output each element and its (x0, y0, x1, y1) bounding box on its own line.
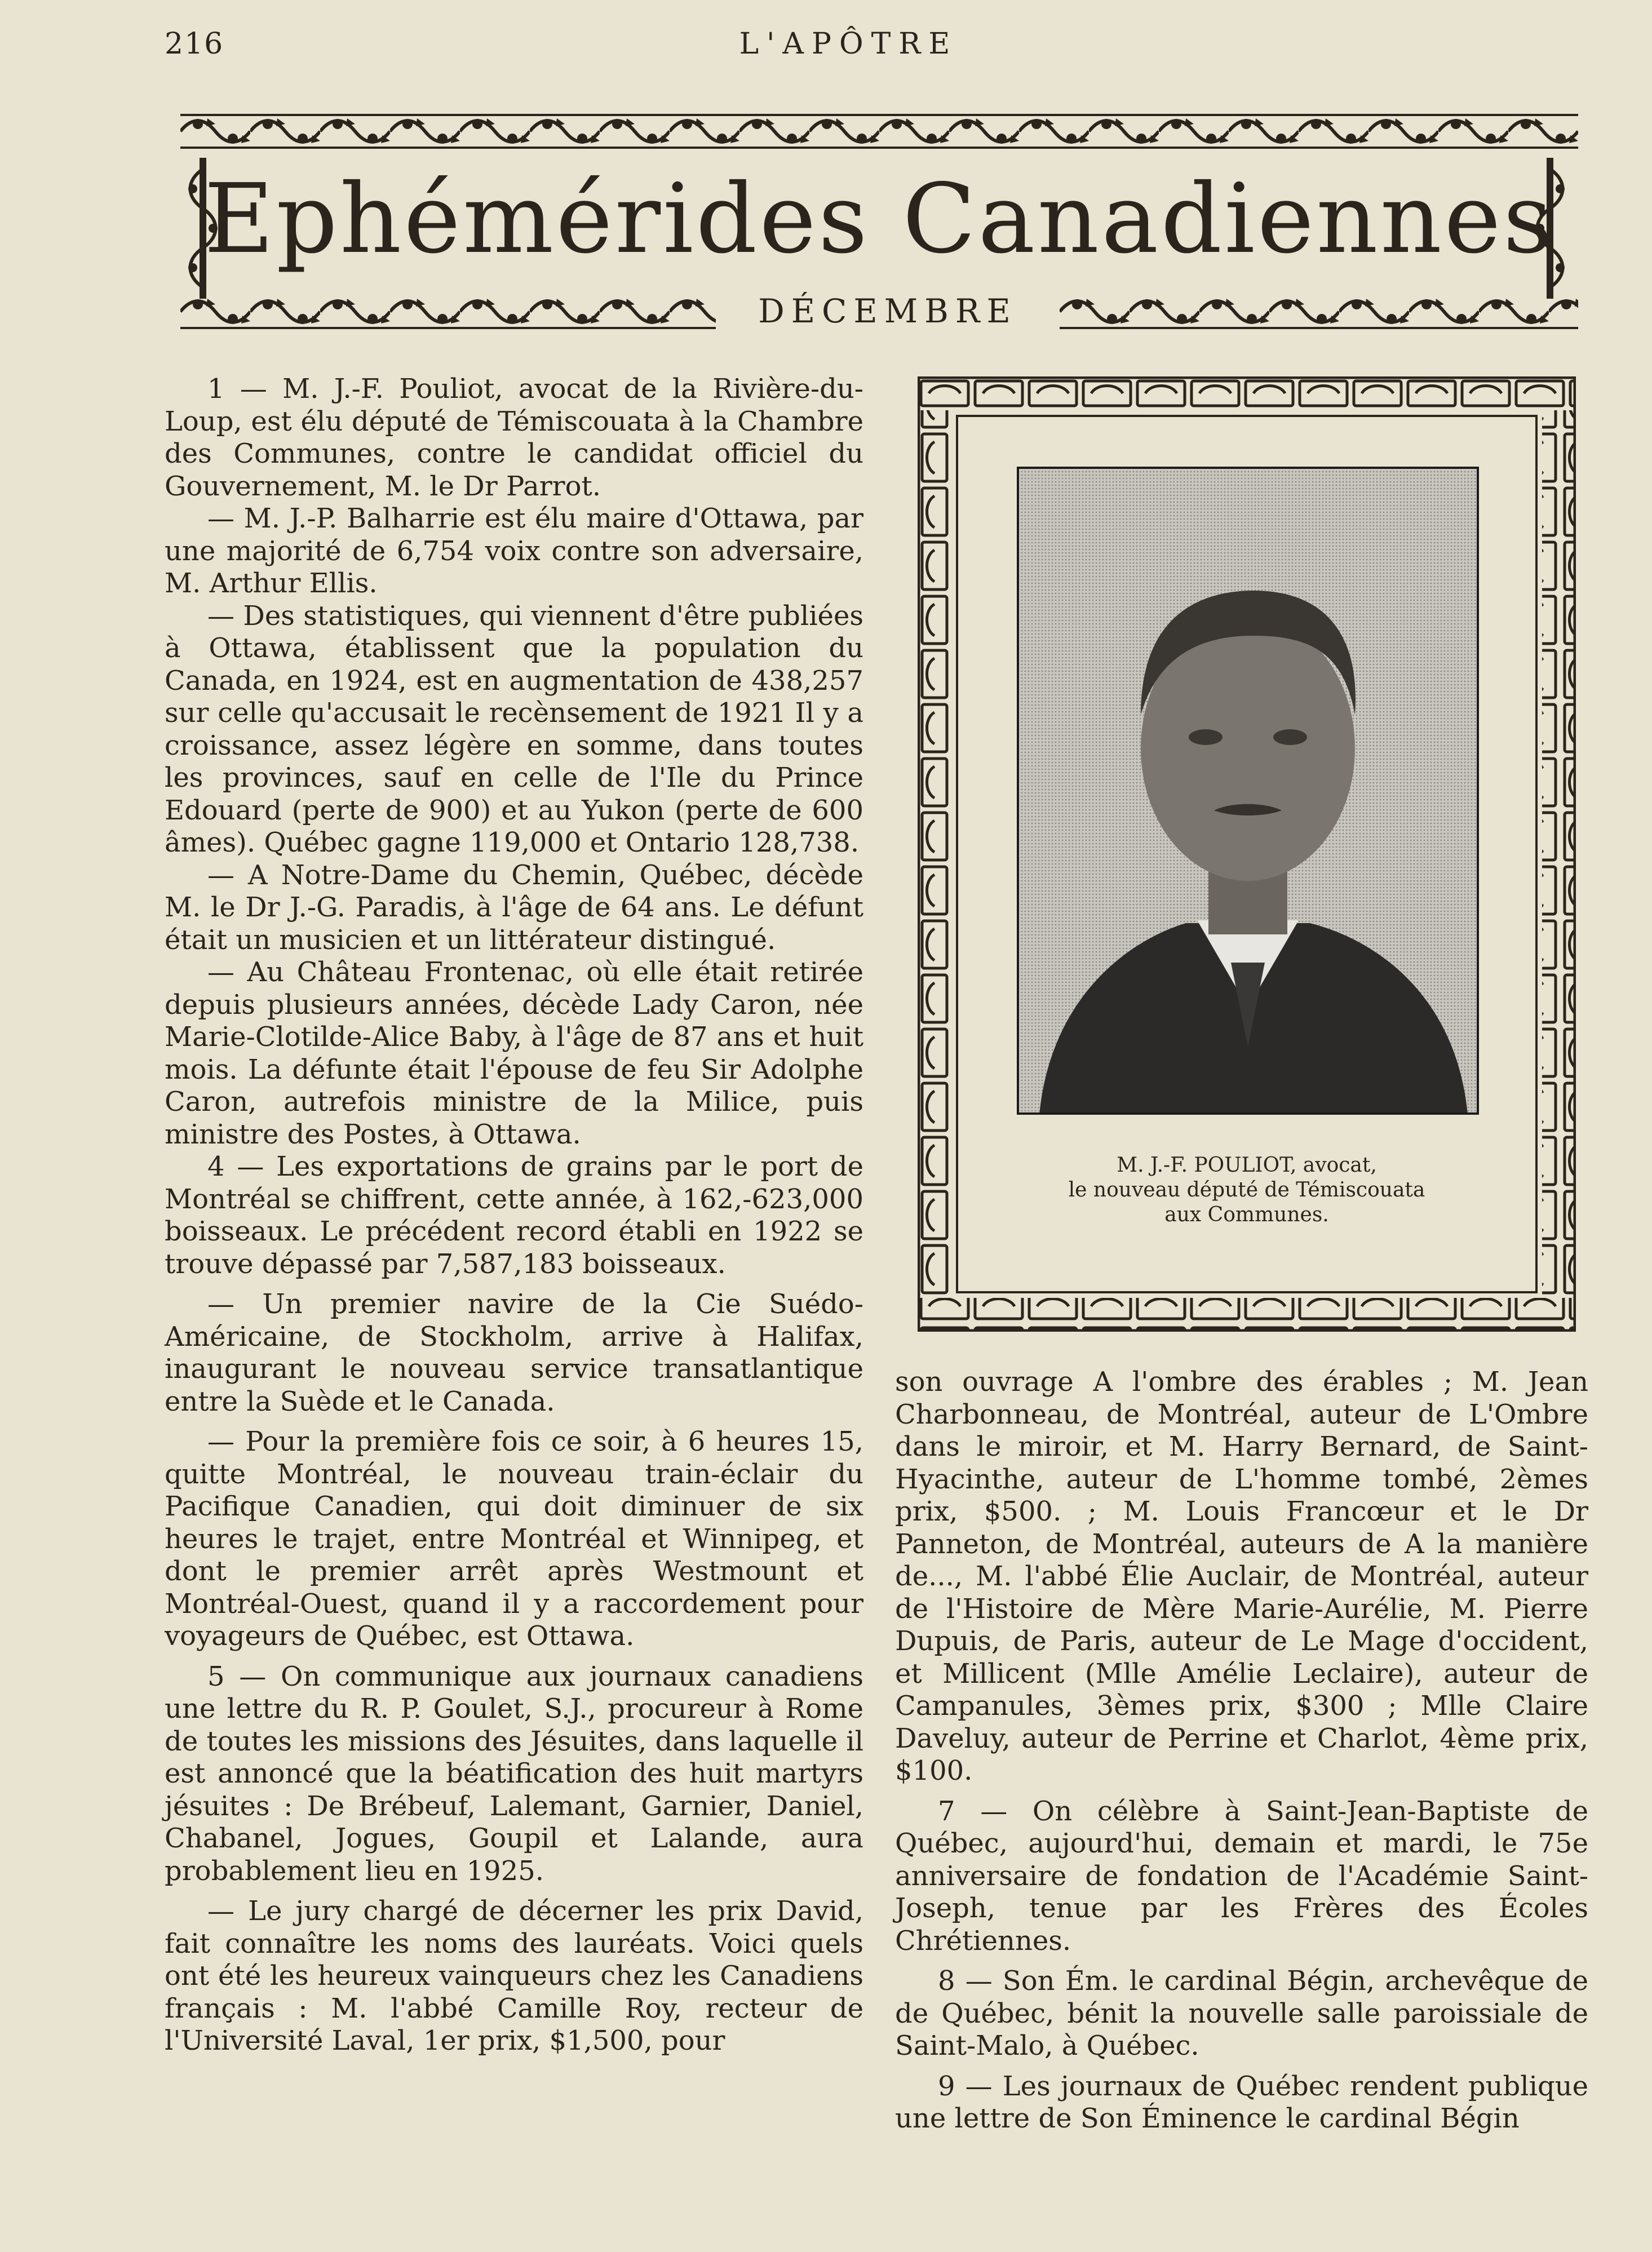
entry-paragraph: 1 — M. J.-F. Pouliot, avocat de la Rivière-du-Loup, est élu député de Témiscouata à la Chambre des Communes, contre le candidat officiel du Gouvernement, M. le Dr Parrot. (165, 373, 863, 502)
entry-paragraph: 5 — On communique aux journaux canadiens une lettre du R. P. Goulet, S.J., procureur à Rome de toutes les missions des Jésuites, dans laquelle il est annoncé que la béatification des huit martyrs jésuites : De Brébeuf, Lalemant, Garnier, Daniel, Chabanel, Jogues, Goupil et Lalande, aura probablement lieu en 1925. (165, 1660, 863, 1887)
caption-line: M. J.-F. POULIOT, avocat, (1117, 1154, 1377, 1177)
portrait-frame (918, 376, 1576, 1332)
entry-paragraph: — M. J.-P. Balharrie est élu maire d'Ottawa, par une majorité de 6,754 voix contre son adversaire, M. Arthur Ellis. (165, 503, 863, 599)
vine-ornament-bottom-right (1060, 294, 1578, 329)
entry-paragraph: — Au Château Frontenac, où elle était retirée depuis plusieurs années, décède Lady Caron, née Marie-Clotilde-Alice Baby, à l'âge de 87 ans et huit mois. La défunte était l'épouse de feu Sir Adolphe Caron, autrefois ministre de la Milice, puis ministre des Postes, à Ottawa. (165, 956, 863, 1150)
portrait-caption (963, 1153, 1531, 1227)
entry-paragraph: son ouvrage A l'ombre des érables ; M. Jean Charbonneau, de Montréal, auteur de L'Ombre dans le miroir, et M. Harry Bernard, de Saint-Hyacinthe, auteur de L'homme tombé, 2èmes prix, $500. ; M. Louis Francœur et le Dr Panneton, de Montréal, auteurs de A la manière de..., M. l'abbé Élie Auclair, de Montréal, auteur de l'Histoire de Mère Marie-Aurélie, M. Pierre Dupuis, de Paris, auteur de Le Mage d'occident, et Millicent (Mlle Amélie Leclaire), auteur de Campanules, 3èmes prix, $300 ; Mlle Claire Daveluy, auteur de Perrine et Charlot, 4ème prix, $100. (895, 1366, 1588, 1786)
section-title: Ephémérides Canadiennes (203, 163, 1555, 275)
vine-ornament-top (180, 114, 1578, 149)
entry-paragraph: — Pour la première fois ce soir, à 6 heures 15, quitte Montréal, le nouveau train-éclair du Pacifique Canadien, qui doit diminuer de six heures le trajet, entre Montréal et Winnipeg, et dont le premier arrêt après Westmount et Montréal-Ouest, quand il y a raccordement pour voyageurs de Québec, est Ottawa. (165, 1426, 863, 1652)
caption-line: le nouveau député de Témiscouata (1068, 1178, 1425, 1202)
left-column (165, 373, 863, 2058)
entry-paragraph: — Le jury chargé de décerner les prix David, fait connaître les noms des lauréats. Voici quels ont été les heureux vainqueurs chez les Canadiens français : M. l'abbé Camille Roy, recteur de l'Université Laval, 1er prix, $1,500, pour (165, 1895, 863, 2056)
section-month: DÉCEMBRE (758, 292, 1017, 330)
entry-paragraph: 4 — Les exportations de grains par le port de Montréal se chiffrent, cette année, à 162,-623,000 boisseaux. Le précédent record établi en 1922 se trouve dépassé par 7,587,183 boisseaux. (165, 1151, 863, 1280)
portrait-photo (1017, 467, 1479, 1115)
entry-paragraph: 8 — Son Ém. le cardinal Bégin, archevêque de de Québec, bénit la nouvelle salle paroissiale de Saint-Malo, à Québec. (895, 1965, 1588, 2062)
running-title: L'APÔTRE (739, 27, 958, 61)
entry-paragraph: 7 — On célèbre à Saint-Jean-Baptiste de Québec, aujourd'hui, demain et mardi, le 75e anniversaire de fondation de l'Académie Saint-Joseph, tenue par les Frères des Écoles Chrétiennes. (895, 1795, 1588, 1957)
ornamental-banner (180, 101, 1578, 349)
page-number: 216 (165, 27, 224, 61)
entry-paragraph: 9 — Les journaux de Québec rendent publique une lettre de Son Éminence le cardinal Bégin (895, 2070, 1588, 2134)
entry-paragraph: — Un premier navire de la Cie Suédo-Américaine, de Stockholm, arrive à Halifax, inaugurant le nouveau service transatlantique entre la Suède et le Canada. (165, 1288, 863, 1417)
entry-paragraph: — Des statistiques, qui viennent d'être publiées à Ottawa, établissent que la population du Canada, en 1924, est en augmentation de 438,257 sur celle qu'accusait le recènsement de 1921 Il y a croissance, assez légère en somme, dans toutes les provinces, sauf en celle de l'Ile du Prince Edouard (perte de 900) et au Yukon (perte de 600 âmes). Québec gagne 119,000 et Ontario 128,738. (165, 600, 863, 858)
right-column (895, 1366, 1588, 2135)
caption-line: aux Communes. (1164, 1203, 1329, 1226)
entry-paragraph: — A Notre-Dame du Chemin, Québec, décède M. le Dr J.-G. Paradis, à l'âge de 64 ans. Le défunt était un musicien et un littérateur distingué. (165, 859, 863, 956)
vine-ornament-bottom-left (180, 294, 716, 329)
running-header (0, 27, 1652, 72)
